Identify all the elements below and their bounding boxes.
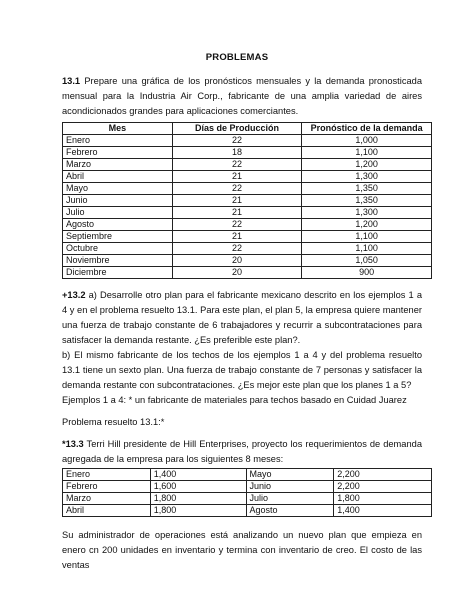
- table-row: [63, 493, 432, 505]
- table-row: [63, 183, 432, 195]
- problem-13-2a: [62, 288, 422, 348]
- month-cell: Mayo: [63, 183, 173, 195]
- month-cell: Junio: [63, 195, 173, 207]
- days-cell: 22: [172, 135, 302, 147]
- problem-text: Prepare una gráfica de los pronósticos mensuales y la demanda pronosticada mensual para la Industria Air Corp., fabricante de una amplia variedad de aires acondicionados grandes para aplicaciones comerciantes.: [62, 76, 422, 116]
- problem-13-3-continued: Su administrador de operaciones está analizando un nuevo plan que empieza en enero cn 200 unidades en inventario y termina con inventario de creo. El costo de las ventas: [62, 530, 422, 570]
- column-header: Mes: [63, 123, 173, 135]
- demand-forecast-table: [62, 122, 432, 279]
- month-cell: Julio: [246, 493, 334, 505]
- table-row: [63, 159, 432, 171]
- page-title: PROBLEMAS: [205, 52, 269, 63]
- demand-cell: 1,400: [334, 505, 432, 517]
- days-cell: 20: [172, 255, 302, 267]
- problem-text: Terri Hill presidente de Hill Enterprises, proyecto los requerimientos de demanda agregada de la empresa para los siguientes 8 meses:: [62, 439, 422, 464]
- table-row: [63, 171, 432, 183]
- month-cell: Agosto: [246, 505, 334, 517]
- forecast-cell: 1,300: [302, 171, 432, 183]
- problem-13-2b: b) El mismo fabricante de los techos de los ejemplos 1 a 4 y del problema resuelto 13.1 tiene un sexto plan. Una fuerza de trabajo constante de 7 personas y satisfacer la demanda restante con subcontrataciones. ¿Es mejor este plan que los planes 1 a 5?: [62, 350, 422, 390]
- forecast-cell: 1,050: [302, 255, 432, 267]
- demand-cell: 1,800: [150, 505, 246, 517]
- table-row: [63, 195, 432, 207]
- month-cell: Agosto: [63, 219, 173, 231]
- month-cell: Febrero: [63, 147, 173, 159]
- forecast-cell: 1,200: [302, 159, 432, 171]
- forecast-cell: 900: [302, 267, 432, 279]
- demand-cell: 1,400: [150, 469, 246, 481]
- days-cell: 21: [172, 231, 302, 243]
- problem-13-3: [62, 437, 422, 467]
- table-row: [63, 481, 432, 493]
- forecast-cell: 1,300: [302, 207, 432, 219]
- forecast-cell: 1,350: [302, 183, 432, 195]
- table-row: [63, 231, 432, 243]
- month-cell: Diciembre: [63, 267, 173, 279]
- days-cell: 22: [172, 243, 302, 255]
- problem-text: a) Desarrolle otro plan para el fabricante mexicano descrito en los ejemplos 1 a 4 y en el problema resuelto 13.1. Para este plan, el plan 5, la empresa quiere mantener una fuerza de trabajo constante de 6 trabajadores y recurrir a subcontrataciones para satisfacer la demanda restante. ¿Es preferible este plan?.: [62, 290, 422, 345]
- demand-cell: 1,600: [150, 481, 246, 493]
- demand-cell: 2,200: [334, 469, 432, 481]
- days-cell: 22: [172, 159, 302, 171]
- days-cell: 21: [172, 207, 302, 219]
- table-row: [63, 219, 432, 231]
- month-cell: Marzo: [63, 493, 151, 505]
- demand-cell: 1,800: [334, 493, 432, 505]
- table-row: [63, 147, 432, 159]
- forecast-cell: 1,100: [302, 243, 432, 255]
- demand-requirements-table: [62, 468, 432, 517]
- month-cell: Julio: [63, 207, 173, 219]
- table-header-row: [63, 123, 432, 135]
- table-row: [63, 135, 432, 147]
- month-cell: Noviembre: [63, 255, 173, 267]
- month-cell: Marzo: [63, 159, 173, 171]
- days-cell: 22: [172, 183, 302, 195]
- days-cell: 20: [172, 267, 302, 279]
- month-cell: Enero: [63, 469, 151, 481]
- month-cell: Abril: [63, 171, 173, 183]
- forecast-cell: 1,200: [302, 219, 432, 231]
- demand-cell: 1,800: [150, 493, 246, 505]
- forecast-cell: 1,350: [302, 195, 432, 207]
- problem-13-1: [62, 74, 422, 119]
- problem-number: *13.3: [62, 439, 84, 449]
- demand-cell: 2,200: [334, 481, 432, 493]
- forecast-cell: 1,100: [302, 147, 432, 159]
- problema-resuelto-note: Problema resuelto 13.1:*: [62, 417, 165, 427]
- days-cell: 21: [172, 171, 302, 183]
- month-cell: Septiembre: [63, 231, 173, 243]
- table-row: [63, 469, 432, 481]
- month-cell: Mayo: [246, 469, 334, 481]
- month-cell: Abril: [63, 505, 151, 517]
- forecast-cell: 1,000: [302, 135, 432, 147]
- table-row: [63, 505, 432, 517]
- table-row: [63, 207, 432, 219]
- table-row: [63, 267, 432, 279]
- month-cell: Octubre: [63, 243, 173, 255]
- days-cell: 18: [172, 147, 302, 159]
- table-row: [63, 243, 432, 255]
- days-cell: 21: [172, 195, 302, 207]
- column-header: Días de Producción: [172, 123, 302, 135]
- table-row: [63, 255, 432, 267]
- ejemplos-note: Ejemplos 1 a 4: * un fabricante de materiales para techos basado en Cuidad Juarez: [62, 395, 407, 405]
- month-cell: Enero: [63, 135, 173, 147]
- forecast-cell: 1,100: [302, 231, 432, 243]
- column-header: Pronóstico de la demanda: [302, 123, 432, 135]
- problem-number: 13.1: [62, 76, 81, 86]
- month-cell: Junio: [246, 481, 334, 493]
- days-cell: 22: [172, 219, 302, 231]
- month-cell: Febrero: [63, 481, 151, 493]
- problem-number: +13.2: [62, 290, 86, 300]
